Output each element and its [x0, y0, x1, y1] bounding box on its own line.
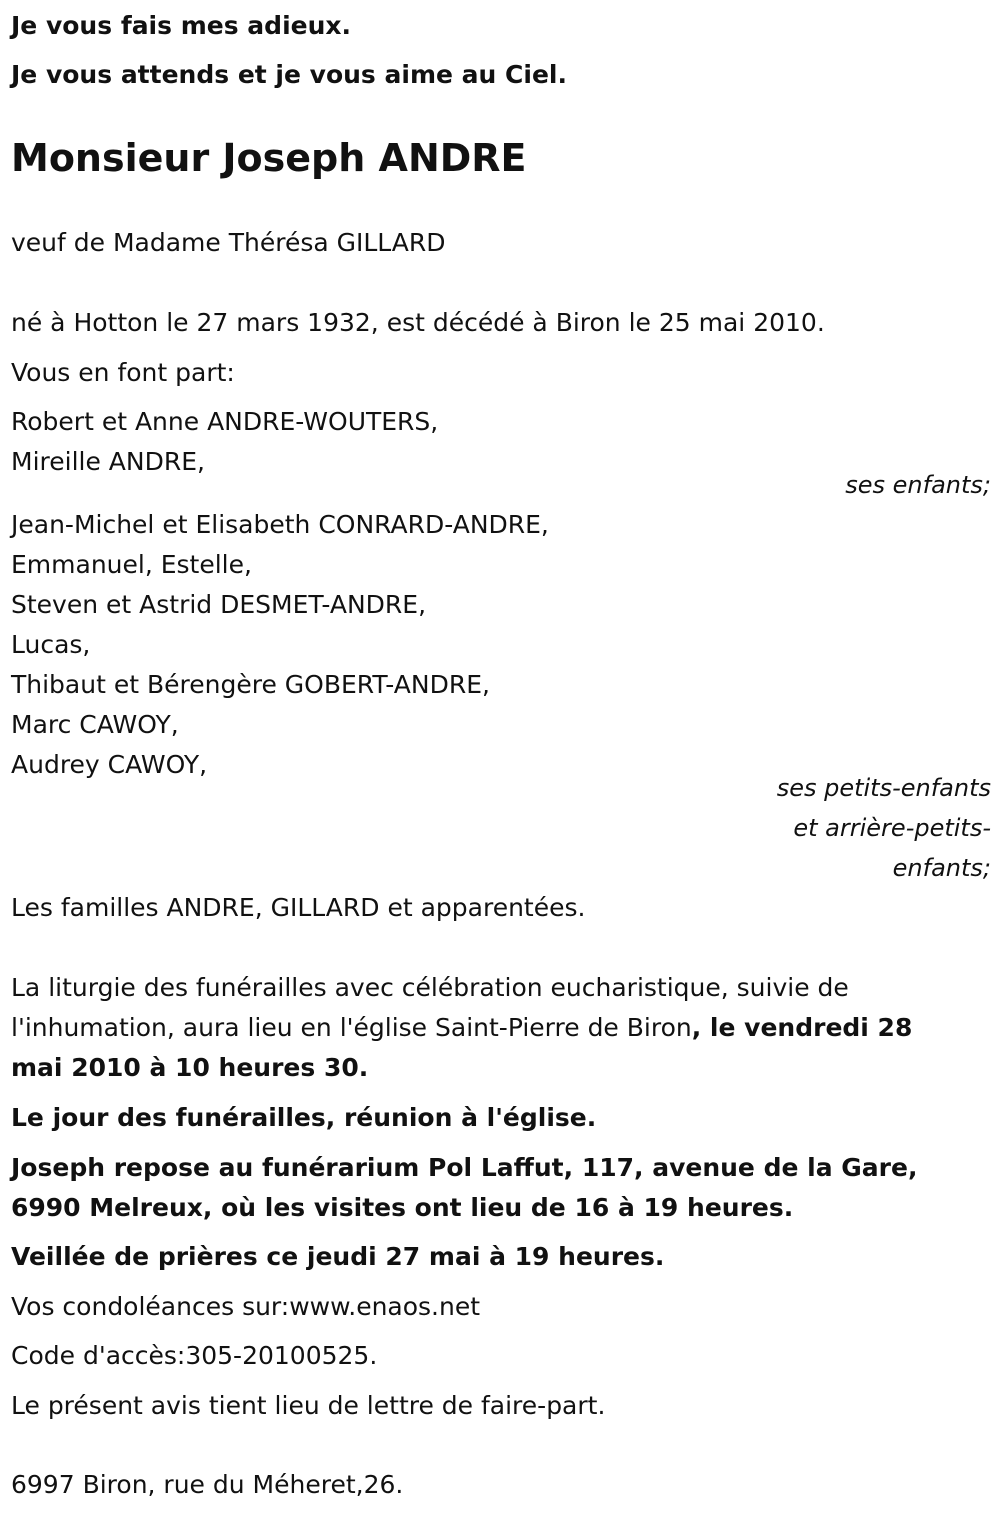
grandchild-name: Steven et Astrid DESMET-ANDRE, — [11, 590, 427, 619]
condolences-line: Vos condoléances sur:www.enaos.net — [11, 1292, 481, 1321]
grandchildren-label: et arrière-petits- — [793, 814, 991, 842]
grandchildren-label: enfants; — [892, 854, 991, 882]
birth-death-line: né à Hotton le 27 mars 1932, est décédé à Biron le 25 mai 2010. — [11, 308, 825, 337]
grandchildren-label: ses petits-enfants — [776, 774, 991, 802]
deceased-name: Monsieur Joseph ANDRE — [11, 136, 527, 180]
children-label: ses enfants; — [845, 471, 991, 499]
grandchild-name: Marc CAWOY, — [11, 710, 179, 739]
address-line: 6997 Biron, rue du Méheret,26. — [11, 1470, 404, 1499]
farewell-line: Je vous fais mes adieux. — [11, 11, 352, 40]
liturgy-paragraph — [11, 968, 971, 1088]
liturgy-date: , le vendredi 28 mai 2010 à 10 heures 30. — [11, 1013, 913, 1082]
notice-line: Le présent avis tient lieu de lettre de faire-part. — [11, 1391, 606, 1420]
grandchild-name: Thibaut et Bérengère GOBERT-ANDRE, — [11, 670, 490, 699]
child-name: Robert et Anne ANDRE-WOUTERS, — [11, 407, 439, 436]
access-code-line: Code d'accès:305-20100525. — [11, 1341, 378, 1370]
grandchild-name: Audrey CAWOY, — [11, 750, 208, 779]
rest-paragraph: Joseph repose au funérarium Pol Laffut, 117, avenue de la Gare, 6990 Melreux, où les visites ont lieu de 16 à 19 heures. — [11, 1153, 918, 1222]
vigil-line: Veillée de prières ce jeudi 27 mai à 19 heures. — [11, 1242, 665, 1271]
widower-line: veuf de Madame Thérésa GILLARD — [11, 228, 446, 257]
grandchild-name: Lucas, — [11, 630, 91, 659]
grandchild-name: Emmanuel, Estelle, — [11, 550, 252, 579]
grandchild-name: Jean-Michel et Elisabeth CONRARD-ANDRE, — [11, 510, 549, 539]
child-name: Mireille ANDRE, — [11, 447, 205, 476]
liturgy-text: La liturgie des funérailles avec célébration eucharistique, suivie de l'inhumation, aura lieu en l'église Saint-Pierre de Biron — [11, 973, 849, 1042]
families-line: Les familles ANDRE, GILLARD et apparentées. — [11, 893, 586, 922]
announcement-line: Vous en font part: — [11, 358, 235, 387]
love-line: Je vous attends et je vous aime au Ciel. — [11, 60, 567, 89]
meeting-line: Le jour des funérailles, réunion à l'église. — [11, 1103, 597, 1132]
